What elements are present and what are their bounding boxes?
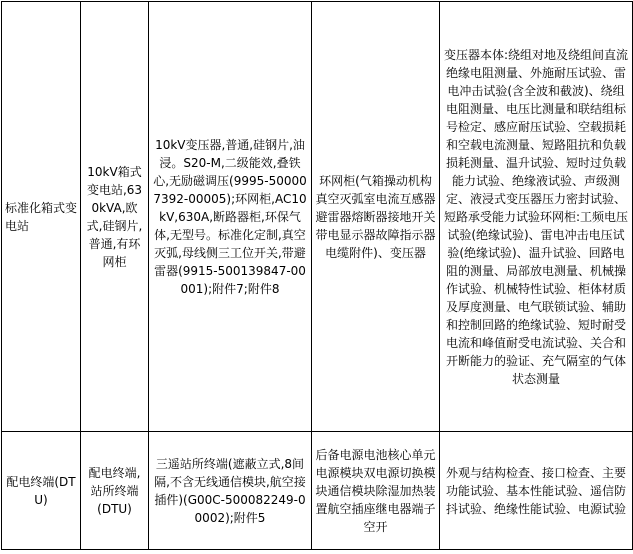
table-row [2, 432, 633, 550]
equipment-name-cell: 配电终端(DTU) [2, 432, 81, 550]
equipment-test-table [1, 1, 633, 550]
specification-cell: 三遥站所终端(遮蔽立式,8间隔,不含无线通信模块,航空接插件)(G00C-500082249-00002);附件5 [149, 432, 312, 550]
test-items-cell: 外观与结构检查、接口检查、主要功能试验、基本性能试验、遥信防抖试验、绝缘性能试验、电源试验 [440, 432, 633, 550]
components-cell: 后备电源电池核心单元电源模块双电源切换模块通信模块除湿加热装置航空插座继电器端子空开 [312, 432, 440, 550]
equipment-category-cell: 10kV箱式变电站,630kVA,欧式,硅钢片,普通,有环网柜 [81, 2, 149, 432]
specification-cell: 10kV变压器,普通,硅钢片,油浸。S20-M,二级能效,叠铁心,无励磁调压(9995-500007392-00005);环网柜,AC10kV,630A,断路器柜,环保气体,无型号。标准化定制,真空灭弧,母线侧三工位开关,带避雷器(9915-500139847-00001);附件7;附件8 [149, 2, 312, 432]
test-items-cell: 变压器本体:绕组对地及绕组间直流绝缘电阻测量、外施耐压试验、雷电冲击试验(含全波和截波)、绕组电阻测量、电压比测量和联结组标号检定、感应耐压试验、空载损耗和空载电流测量、短路阻抗和负载损耗测量、温升试验、短时过负载能力试验、绝缘液试验、声级测定、液浸式变压器压力密封试验、短路承受能力试验环网柜:工频电压试验(绝缘试验)、雷电冲击电压试验(绝缘试验)、温升试验、回路电阻的测量、局部放电测量、机械操作试验、机械特性试验、柜体材质及厚度测量、电气联锁试验、辅助和控制回路的绝缘试验、短时耐受电流和峰值耐受电流试验、关合和开断能力的验证、充气隔室的气体状态测量 [440, 2, 633, 432]
equipment-category-cell: 配电终端,站所终端(DTU) [81, 432, 149, 550]
table-row [2, 2, 633, 432]
components-cell: 环网柜(气箱操动机构真空灭弧室电流互感器避雷器熔断器接地开关带电显示器故障指示器电缆附件)、变压器 [312, 2, 440, 432]
equipment-name-cell: 标准化箱式变电站 [2, 2, 81, 432]
